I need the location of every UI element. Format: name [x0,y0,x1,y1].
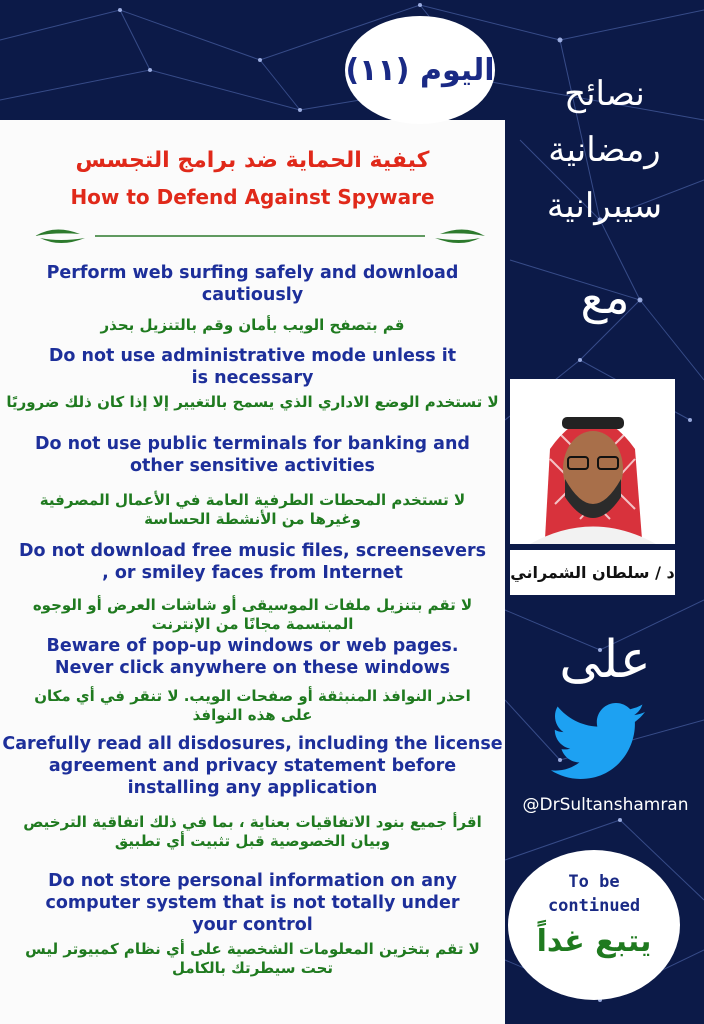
tip-ar-line: احذر النوافذ المنبثقة أو صفحات الويب. لا تنقر في أي مكان [34,687,471,705]
continued-line-2: continued [547,896,641,916]
title-arabic: كيفية الحماية ضد برامج التجسس [75,148,430,173]
tip-en-line: your control [192,915,313,935]
twitter-bird-icon[interactable] [550,700,650,790]
tip-ar-line: تحت سيطرتك بالكامل [171,959,334,977]
tip-en-line: other sensitive activities [130,456,375,476]
tip-7 [0,870,505,978]
tip-1 [0,262,505,335]
tip-3 [0,433,505,529]
tip-en-line: agreement and privacy statement before [48,756,457,776]
series-title-line: رمضانية [548,130,661,170]
tip-en-line: Do not store personal information on any [48,871,457,891]
continued-line-1: To be [568,872,620,892]
series-title-line: نصائح [564,74,645,114]
tip-ar-line: قم بتصفح الويب بأمان وقم بالتنزيل بحذر [100,316,405,334]
tip-ar-line: المبتسمة مجانًا من الإنترنت [151,615,354,633]
tip-en-line: cautiously [201,285,304,305]
tip-en-line: installing any application [127,778,378,798]
tip-en-line: Do not use public terminals for banking and [35,434,470,454]
tip-en-line: Carefully read all disdosures, including the license [2,734,503,754]
tip-en-line: Never click anywhere on these windows [54,658,451,678]
avatar-photo [510,379,675,544]
tip-en-line: computer system that is not totally under [45,893,460,913]
tip-ar-line: وغيرها من الأنشطة الحساسة [144,510,361,528]
twitter-handle[interactable]: @DrSultanshamran [522,795,689,815]
on-label: على [559,630,651,690]
title-english: How to Defend Against Spyware [70,185,435,209]
author-name: د / سلطان الشمراني [510,550,675,595]
with-label: مع [580,270,630,324]
continued-badge [508,850,680,1000]
tip-ar-line: لا تستخدم المحطات الطرفية العامة في الأعمال المصرفية [39,491,466,509]
tip-ar-line: اقرأ جميع بنود الاتفاقيات بعناية ، بما في ذلك اتفاقية الترخيص [23,813,482,831]
tip-en-line: Do not use administrative mode unless it [48,346,457,366]
tip-5 [0,635,505,725]
tip-en-line: , or smiley faces from Internet [102,563,403,583]
tip-2 [0,345,505,412]
tip-ar-line: لا تقم بتنزيل ملفات الموسيقى أو شاشات العرض أو الوجوه [32,596,473,614]
tip-ar-line: وبيان الخصوصية قبل تثبيت أي تطبيق [114,832,391,850]
tip-en-line: Beware of pop-up windows or web pages. [46,636,459,656]
continued-arabic: يتبع غداً [536,924,652,959]
tip-en-line: Perform web surfing safely and download [46,263,459,283]
tip-ar-line: لا تستخدم الوضع الاداري الذي يسمح بالتغيير إلا إذا كان ذلك ضروريًا [6,393,499,411]
tip-6 [0,733,505,851]
series-title-line: سيبرانية [546,186,663,226]
continued-english [508,870,680,918]
tip-ar-line: على هذه النوافذ [192,706,313,724]
day-badge: اليوم (١١) [345,16,495,124]
tip-ar-line: لا تقم بتخزين المعلومات الشخصية على أي نظام كمبيوتر ليس [25,940,480,958]
tip-en-line: Do not download free music files, screensevers [18,541,487,561]
divider-ornament [35,222,485,250]
tip-en-line: is necessary [191,368,314,388]
series-title [505,66,704,234]
tip-4 [0,540,505,634]
